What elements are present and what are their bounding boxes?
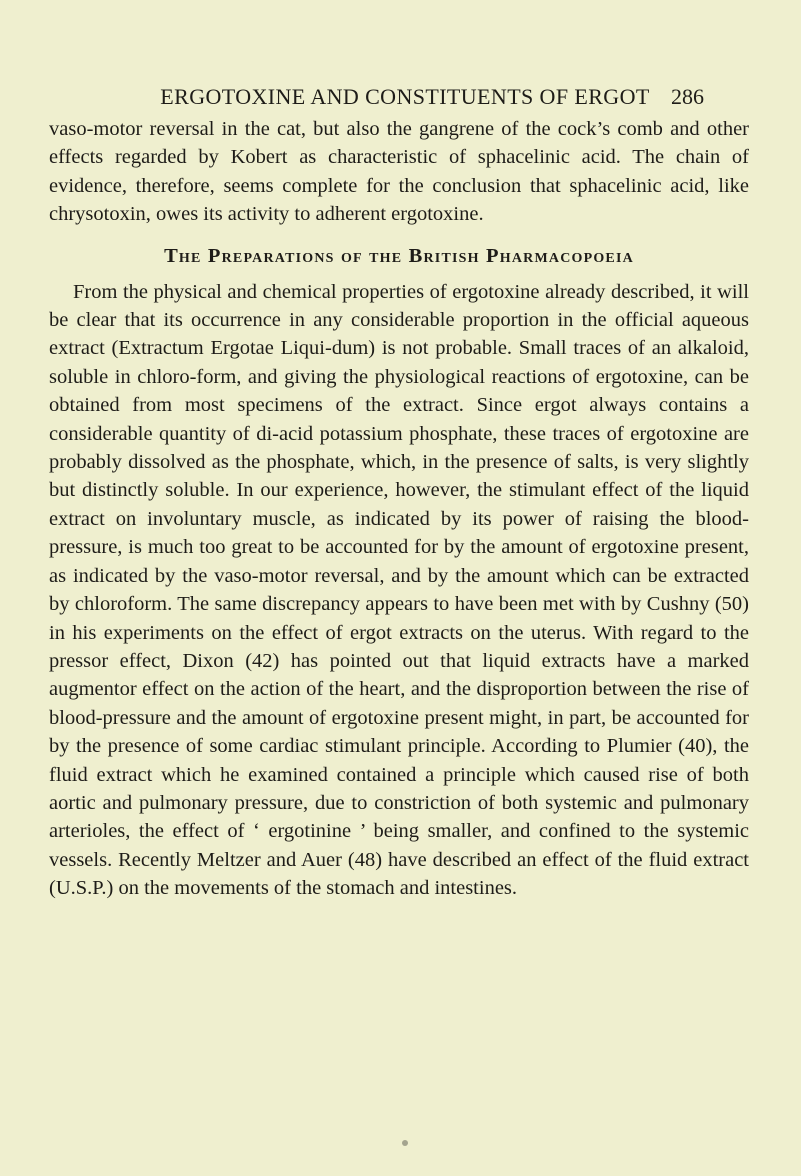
page-blemish <box>402 1140 408 1146</box>
section-paragraph: From the physical and chemical properties of ergotoxine already described, it will be clear that its occurrence in any considerable proportion in the official aqueous extract (Extractum Ergotae Liqui-dum) is not probable. Small traces of an alkaloid, soluble in chloro-form, and giving the physiological reactions of ergotoxine, can be obtained from most specimens of the extract. Since ergot always contains a considerable quantity of di-acid potassium phosphate, these traces of ergotoxine are probably dissolved as the phosphate, which, in the presence of salts, is very slightly but distinctly soluble. In our experience, however, the stimulant effect of the liquid extract on involuntary muscle, as indicated by its power of raising the blood-pressure, is much too great to be accounted for by the amount of ergotoxine present, as indicated by the vaso-motor reversal, and by the amount which can be extracted by chloroform. The same discrepancy appears to have been met with by Cushny (50) in his experiments on the effect of ergot extracts on the uterus. With regard to the pressor effect, Dixon (42) has pointed out that liquid extracts have a marked augmentor effect on the action of the heart, and the disproportion between the rise of blood-pressure and the amount of ergotoxine present might, in part, be accounted for by the presence of some cardiac stimulant principle. According to Plumier (40), the fluid extract which he examined contained a principle which caused rise of both aortic and pulmonary pressure, due to constriction of both systemic and pulmonary arterioles, the effect of ‘ ergotinine ’ being smaller, and confined to the systemic vessels. Recently Meltzer and Auer (48) have described an effect of the fluid extract (U.S.P.) on the movements of the stomach and intestines. <box>49 280 749 900</box>
running-head <box>92 80 704 114</box>
page-content <box>49 115 749 903</box>
section-heading: The Preparations of the British Pharmacopoeia <box>164 244 634 267</box>
page-number: 286 <box>671 84 704 109</box>
running-title: ERGOTOXINE AND CONSTITUENTS OF ERGOT <box>160 84 650 109</box>
continued-paragraph: vaso-motor reversal in the cat, but also the gangrene of the cock’s comb and other effects regarded by Kobert as characteristic of sphacelinic acid. The chain of evidence, therefore, seems complete for the conclusion that sphacelinic acid, like chrysotoxin, owes its activity to adherent ergotoxine. <box>49 118 749 226</box>
